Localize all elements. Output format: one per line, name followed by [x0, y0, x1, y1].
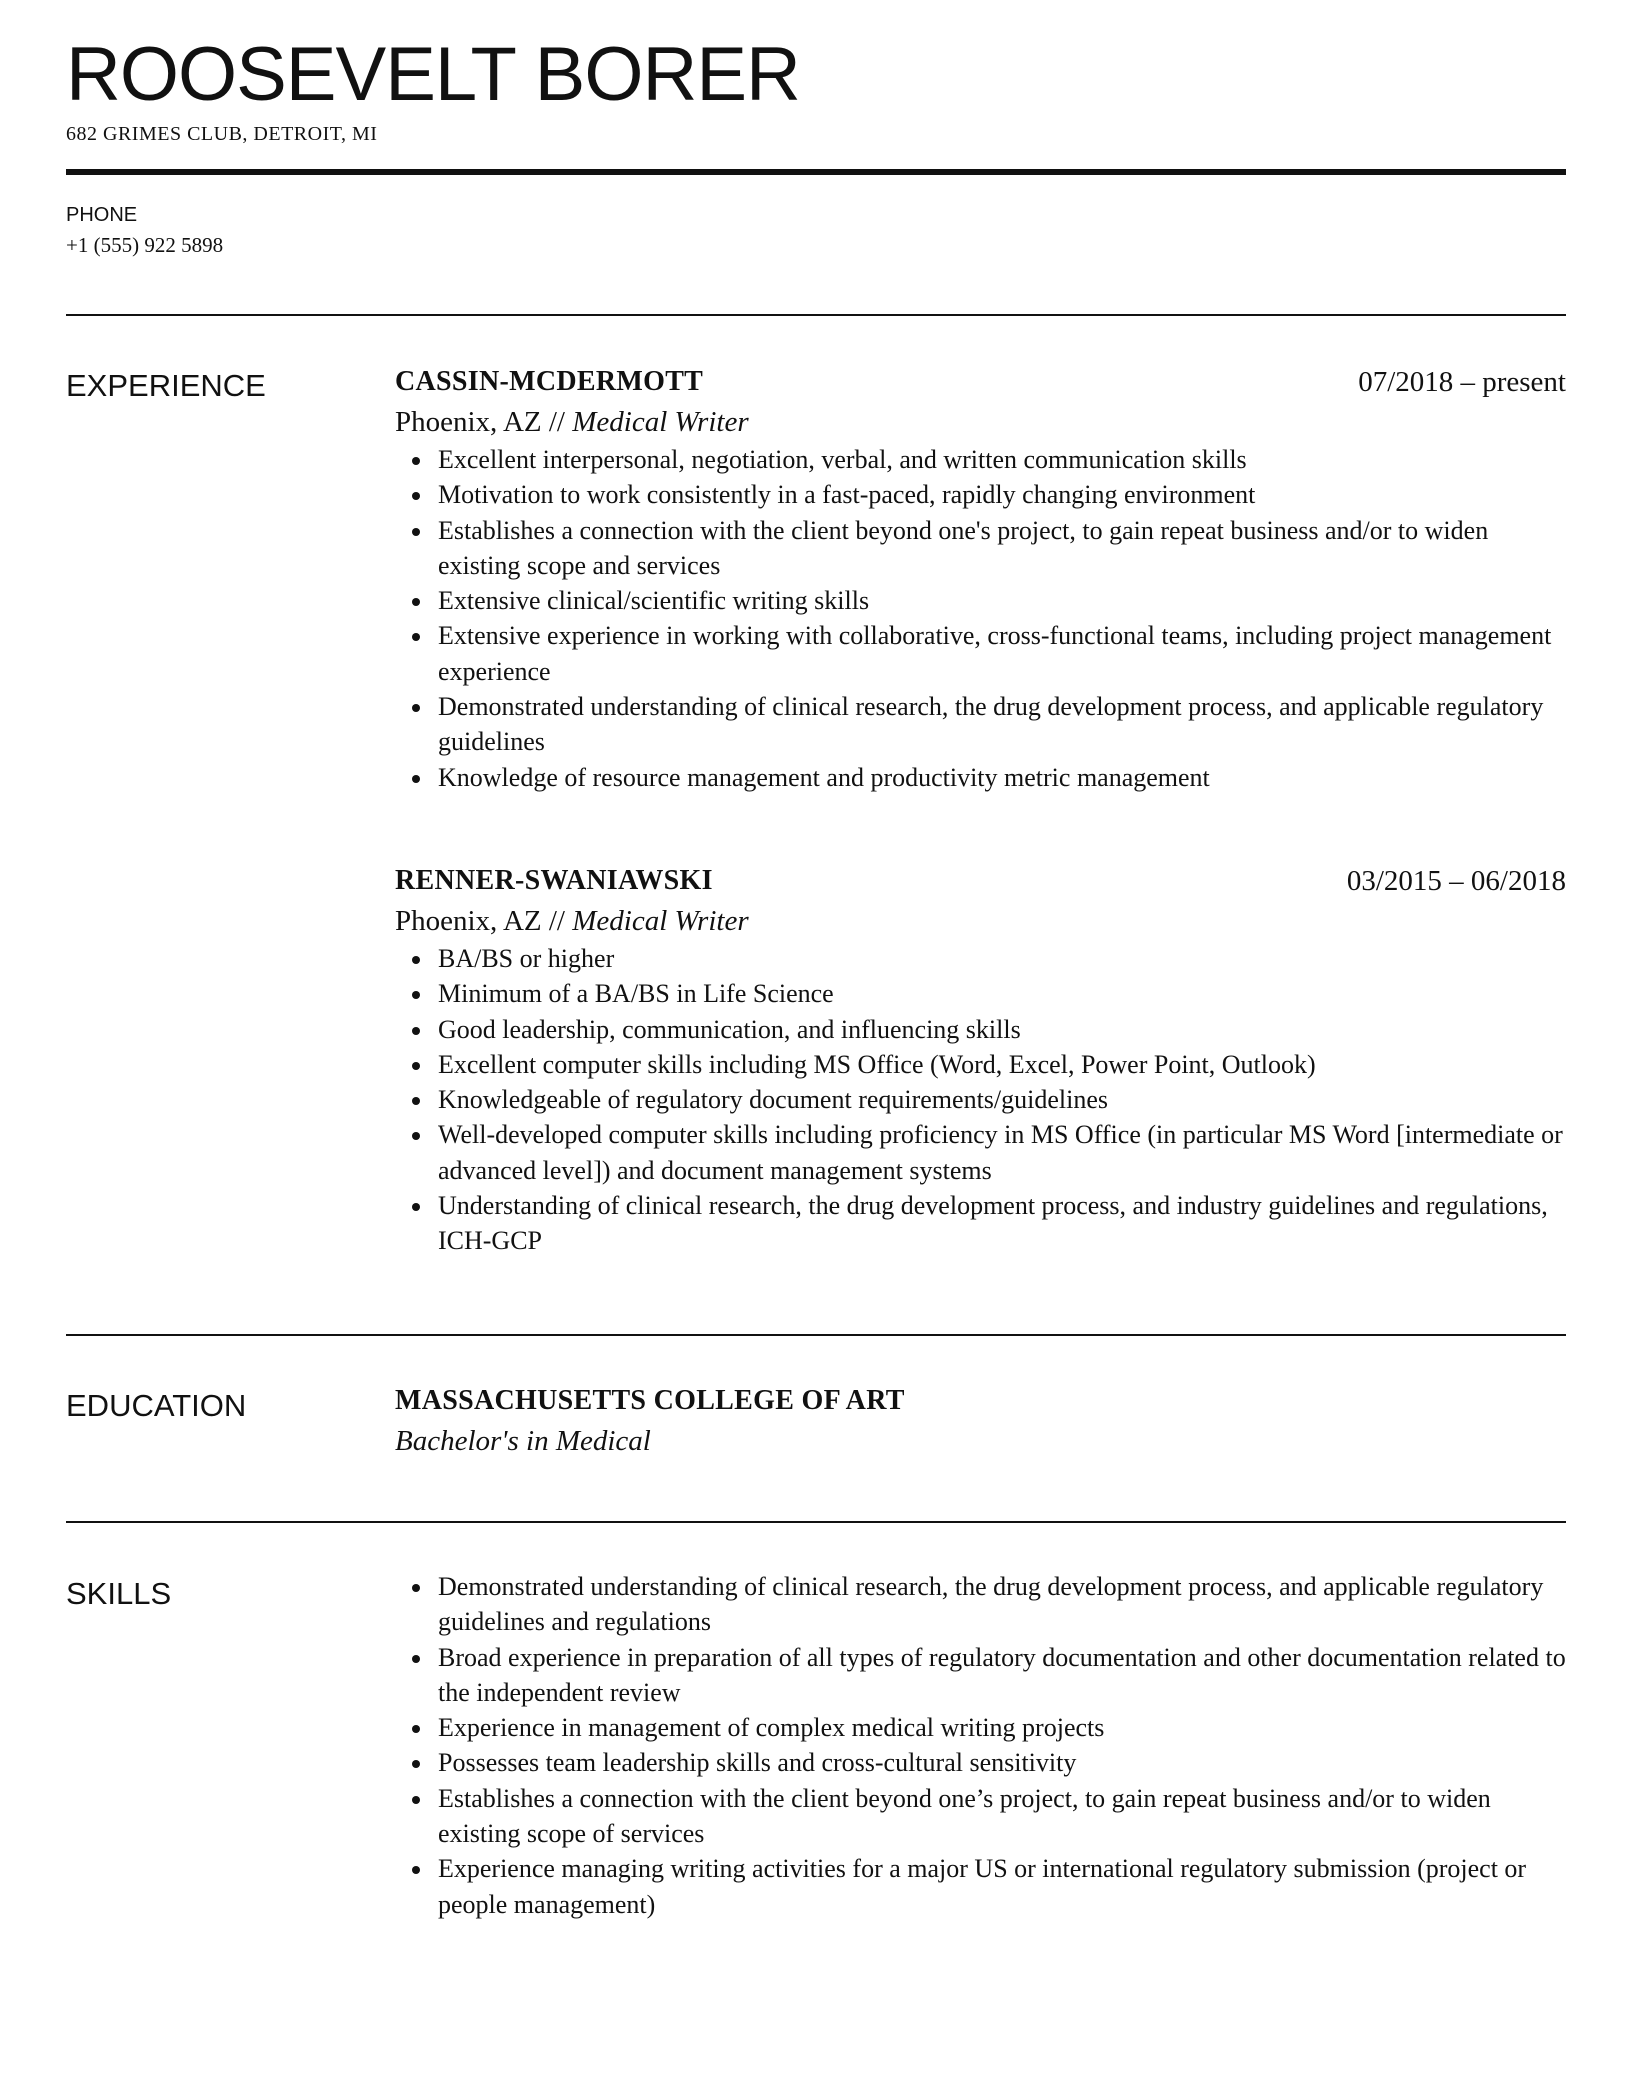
education-heading: EDUCATION: [66, 1388, 247, 1423]
degree: Bachelor's in Medical: [395, 1425, 651, 1457]
education-entry: [395, 1381, 1566, 1461]
header-divider: [66, 169, 1566, 175]
bullet-icon: [412, 598, 420, 606]
job-location-role: [395, 901, 1566, 941]
bullet-icon: [412, 1027, 420, 1035]
bullet-icon: [412, 956, 420, 964]
job-role: Medical Writer: [572, 905, 749, 937]
list-item: Motivation to work consistently in a fast-paced, rapidly changing environment: [395, 477, 1566, 512]
skills-heading: SKILLS: [66, 1576, 172, 1611]
list-item: Demonstrated understanding of clinical research, the drug development process, and applicable regulatory guidelines and regulations: [395, 1569, 1566, 1640]
bullet-icon: [412, 1796, 420, 1804]
list-item: Excellent interpersonal, negotiation, verbal, and written communication skills: [395, 442, 1566, 477]
bullet-icon: [412, 633, 420, 641]
bullet-icon: [412, 1203, 420, 1211]
bullet-icon: [412, 775, 420, 783]
school-name: MASSACHUSETTS COLLEGE OF ART: [395, 1385, 905, 1416]
phone-label: PHONE: [66, 204, 138, 226]
candidate-name: ROOSEVELT BORER: [66, 32, 800, 117]
list-item: Possesses team leadership skills and cross-cultural sensitivity: [395, 1745, 1566, 1780]
list-item: Knowledge of resource management and productivity metric management: [395, 760, 1566, 795]
education-divider: [66, 1521, 1566, 1523]
bullet-icon: [412, 704, 420, 712]
company-name: RENNER-SWANIAWSKI: [395, 865, 713, 896]
job-bullets: [395, 442, 1566, 795]
job-bullets: [395, 941, 1566, 1259]
job-entry: [395, 362, 1566, 795]
job-location: Phoenix, AZ //: [395, 406, 573, 438]
job-location: Phoenix, AZ //: [395, 905, 573, 937]
job-dates: 03/2015 – 06/2018: [1346, 865, 1566, 897]
bullet-icon: [412, 492, 420, 500]
list-item: Experience managing writing activities for a major US or international regulatory submission (project or people management): [395, 1851, 1566, 1922]
resume-page: [66, 0, 1566, 2098]
list-item: Understanding of clinical research, the drug development process, and industry guidelines and regulations, ICH-GCP: [395, 1188, 1566, 1259]
experience-heading: EXPERIENCE: [66, 368, 266, 403]
list-item: BA/BS or higher: [395, 941, 1566, 976]
list-item: Extensive experience in working with collaborative, cross-functional teams, including project management experience: [395, 618, 1566, 689]
bullet-icon: [412, 991, 420, 999]
bullet-icon: [412, 1725, 420, 1733]
list-item: Extensive clinical/scientific writing skills: [395, 583, 1566, 618]
company-name: CASSIN-MCDERMOTT: [395, 366, 704, 397]
phone-number: +1 (555) 922 5898: [66, 233, 224, 257]
bullet-icon: [412, 1097, 420, 1105]
job-location-role: [395, 402, 1566, 442]
bullet-icon: [412, 1866, 420, 1874]
list-item: Excellent computer skills including MS Office (Word, Excel, Power Point, Outlook): [395, 1047, 1566, 1082]
bullet-icon: [412, 1584, 420, 1592]
list-item: Well-developed computer skills including proficiency in MS Office (in particular MS Word [intermediate or advanced level]) and document management systems: [395, 1117, 1566, 1188]
skills-entry: [395, 1569, 1566, 1922]
job-dates: 07/2018 – present: [1358, 366, 1566, 398]
bullet-icon: [412, 1132, 420, 1140]
list-item: Establishes a connection with the client beyond one’s project, to gain repeat business and/or to widen existing scope of services: [395, 1781, 1566, 1852]
job-entry: [395, 861, 1566, 1259]
contact-divider: [66, 314, 1566, 316]
job-role: Medical Writer: [572, 406, 749, 438]
list-item: Knowledgeable of regulatory document requirements/guidelines: [395, 1082, 1566, 1117]
bullet-icon: [412, 1655, 420, 1663]
list-item: Experience in management of complex medical writing projects: [395, 1710, 1566, 1745]
list-item: Demonstrated understanding of clinical research, the drug development process, and applicable regulatory guidelines: [395, 689, 1566, 760]
list-item: Good leadership, communication, and influencing skills: [395, 1012, 1566, 1047]
list-item: Establishes a connection with the client beyond one's project, to gain repeat business and/or to widen existing scope and services: [395, 513, 1566, 584]
bullet-icon: [412, 1062, 420, 1070]
list-item: Broad experience in preparation of all types of regulatory documentation and other documentation related to the independent review: [395, 1640, 1566, 1711]
experience-divider: [66, 1334, 1566, 1336]
skills-list: [395, 1569, 1566, 1922]
bullet-icon: [412, 1760, 420, 1768]
address: 682 GRIMES CLUB, DETROIT, MI: [66, 123, 378, 145]
bullet-icon: [412, 457, 420, 465]
list-item: Minimum of a BA/BS in Life Science: [395, 976, 1566, 1011]
bullet-icon: [412, 528, 420, 536]
